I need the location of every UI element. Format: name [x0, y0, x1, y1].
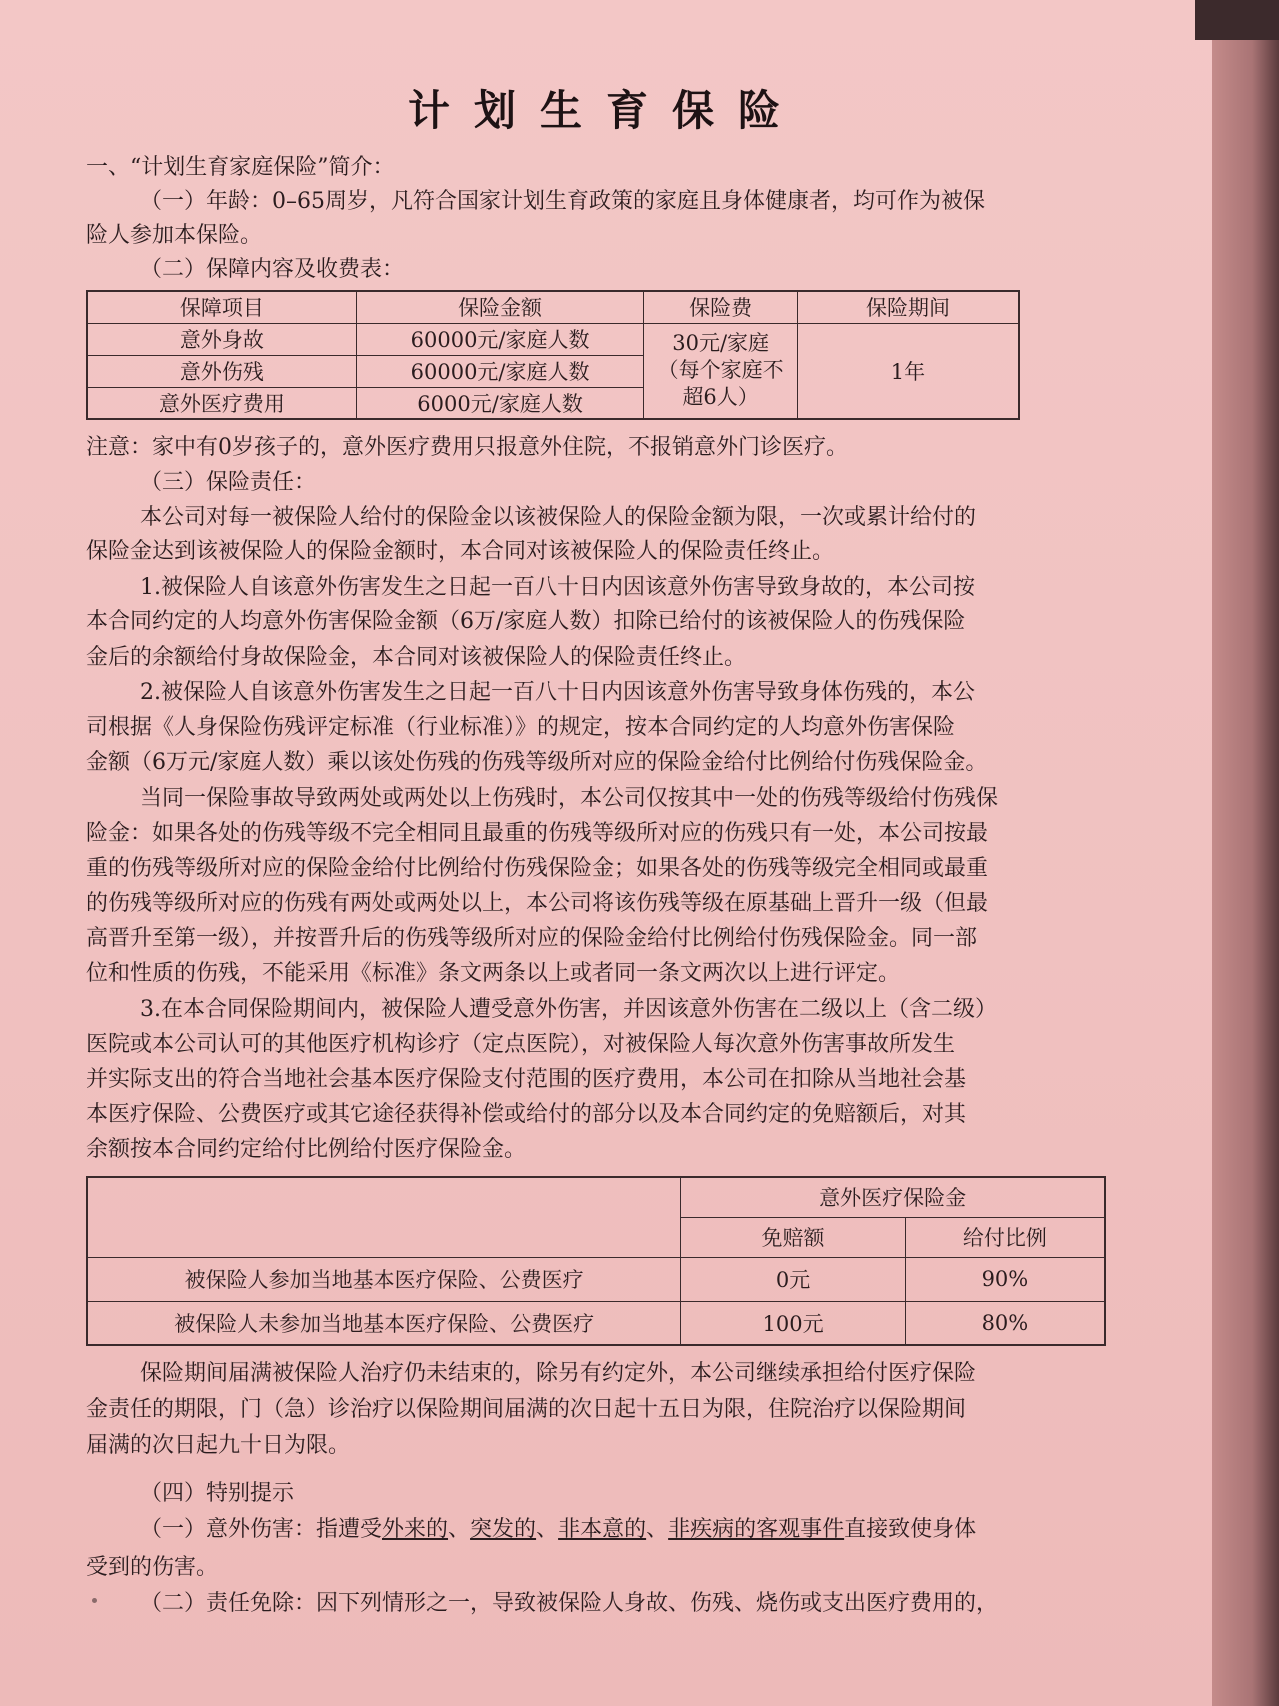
body-line: 并实际支出的符合当地社会基本医疗保险支付范围的医疗费用，本公司在扣除从当地社会基 — [86, 1067, 967, 1092]
header-deductible: 免赔额 — [681, 1217, 906, 1257]
premium-line: （每个家庭不 — [657, 358, 784, 383]
body-line: 本合同约定的人均意外伤害保险金额（6万/家庭人数）扣除已给付的该被保险人的伤残保险 — [86, 609, 966, 634]
accident-definition-line-2: 受到的伤害。 — [86, 1555, 219, 1580]
body-line: 医院或本公司认可的其他医疗机构诊疗（定点医院），对被保险人每次意外伤害事故所发生 — [86, 1032, 956, 1057]
medical-table-group-row — [87, 1177, 1105, 1217]
coverage-amount: 60000元/家庭人数 — [356, 323, 643, 355]
separator: 、 — [646, 1517, 669, 1542]
header-period: 保险期间 — [797, 291, 1019, 323]
special-heading: （四）特别提示 — [140, 1481, 295, 1506]
underlined-term: 非本意的 — [558, 1517, 647, 1542]
coverage-item: 意外伤残 — [87, 355, 356, 387]
coverage-table-header — [87, 291, 1019, 323]
coverage-item: 意外医疗费用 — [87, 387, 356, 419]
body-line: 2.被保险人自该意外伤害发生之日起一百八十日内因该意外伤害导致身体伤残的，本公 — [140, 680, 975, 705]
section1-heading: 一、“计划生育家庭保险”简介： — [86, 155, 395, 180]
accident-def-suffix: 直接致使身体 — [844, 1517, 977, 1542]
coverage-table — [86, 290, 1020, 420]
medical-row-label: 被保险人参加当地基本医疗保险、公费医疗 — [87, 1257, 681, 1301]
header-item: 保障项目 — [87, 291, 356, 323]
ink-speck — [92, 1598, 97, 1603]
body-line: 金额（6万元/家庭人数）乘以该处伤残的伤残等级所对应的保险金给付比例给付伤残保险金。 — [86, 750, 988, 775]
header-ratio: 给付比例 — [905, 1217, 1105, 1257]
body-line: 本医疗保险、公费医疗或其它途径获得补偿或给付的部分以及本合同约定的免赔额后，对其 — [86, 1102, 967, 1127]
body-line: 位和性质的伤残，不能采用《标准》条文两条以上或者同一条文两次以上进行评定。 — [86, 961, 901, 986]
coverage-heading: （二）保障内容及收费表： — [140, 257, 405, 282]
background-corner — [1195, 0, 1279, 40]
document-title: 计划生育保险 — [407, 86, 804, 135]
body-line: 金后的余额给付身故保险金，本合同对该被保险人的保险责任终止。 — [86, 645, 747, 670]
body-line: 余额按本合同约定给付比例给付医疗保险金。 — [86, 1137, 527, 1162]
underlined-term: 非疾病的客观事件 — [668, 1517, 845, 1542]
body-line: 3.在本合同保险期间内，被保险人遭受意外伤害，并因该意外伤害在二级以上（含二级） — [140, 997, 997, 1022]
coverage-amount: 60000元/家庭人数 — [356, 355, 643, 387]
medical-table — [86, 1176, 1106, 1346]
medical-ratio: 80% — [905, 1301, 1105, 1345]
body-line: 重的伤残等级所对应的保险金给付比例给付伤残保险金；如果各处的伤残等级完全相同或最重 — [86, 856, 989, 881]
separator: 、 — [448, 1517, 471, 1542]
table-row — [87, 1301, 1105, 1345]
medical-ratio: 90% — [905, 1257, 1105, 1301]
paper-edge-shadow — [1212, 0, 1279, 1706]
header-premium: 保险费 — [644, 291, 798, 323]
premium-line: 超6人） — [682, 385, 759, 410]
accident-def-prefix: （一）意外伤害：指遭受 — [140, 1517, 383, 1542]
medical-table-corner — [87, 1177, 681, 1257]
body-line: 当同一保险事故导致两处或两处以上伤残时，本公司仅按其中一处的伤残等级给付伤残保 — [140, 786, 999, 811]
note-line: 注意：家中有0岁孩子的，意外医疗费用只报意外住院，不报销意外门诊医疗。 — [86, 435, 848, 460]
coverage-amount: 6000元/家庭人数 — [356, 387, 643, 419]
body-line: 本公司对每一被保险人给付的保险金以该被保险人的保险金额为限，一次或累计给付的 — [140, 505, 977, 530]
body-line: 的伤残等级所对应的伤残有两处或两处以上，本公司将该伤残等级在原基础上晋升一级（但最 — [86, 891, 989, 916]
after-line: 届满的次日起九十日为限。 — [86, 1433, 351, 1458]
medical-deductible: 0元 — [681, 1257, 906, 1301]
table-row — [87, 1257, 1105, 1301]
after-line: 保险期间届满被保险人治疗仍未结束的，除另有约定外，本公司继续承担给付医疗保险 — [140, 1361, 977, 1386]
body-line: 险金：如果各处的伤残等级不完全相同且最重的伤残等级所对应的伤残只有一处，本公司按最 — [86, 821, 989, 846]
premium-cell — [644, 323, 798, 419]
premium-line: 30元/家庭 — [672, 331, 770, 356]
exemption-line: （二）责任免除：因下列情形之一，导致被保险人身故、伤残、烧伤或支出医疗费用的， — [140, 1591, 999, 1616]
period-cell: 1年 — [797, 323, 1019, 419]
coverage-item: 意外身故 — [87, 323, 356, 355]
accident-definition — [140, 1514, 976, 1546]
medical-deductible: 100元 — [681, 1301, 906, 1345]
body-line: 司根据《人身保险伤残评定标准（行业标准）》的规定，按本合同约定的人均意外伤害保险 — [86, 715, 956, 740]
underlined-term: 外来的 — [382, 1517, 449, 1542]
body-line: 1.被保险人自该意外伤害发生之日起一百八十日内因该意外伤害导致身故的，本公司按 — [140, 575, 975, 600]
table-row — [87, 323, 1019, 355]
header-amount: 保险金额 — [356, 291, 643, 323]
separator: 、 — [536, 1517, 559, 1542]
liability-heading: （三）保险责任： — [140, 470, 317, 495]
body-line: 保险金达到该被保险人的保险金额时，本合同对该被保险人的保险责任终止。 — [86, 539, 835, 564]
medical-group-header: 意外医疗保险金 — [681, 1177, 1105, 1217]
after-line: 金责任的期限，门（急）诊治疗以保险期间届满的次日起十五日为限，住院治疗以保险期间 — [86, 1397, 967, 1422]
body-line: 高晋升至第一级），并按晋升后的伤残等级所对应的保险金给付比例给付伤残保险金。同一部 — [86, 926, 978, 951]
age-line-2: 险人参加本保险。 — [86, 223, 263, 248]
medical-row-label: 被保险人未参加当地基本医疗保险、公费医疗 — [87, 1301, 681, 1345]
age-line-1: （一）年龄：0–65周岁，凡符合国家计划生育政策的家庭且身体健康者，均可作为被保 — [140, 189, 985, 214]
underlined-term: 突发的 — [470, 1517, 537, 1542]
